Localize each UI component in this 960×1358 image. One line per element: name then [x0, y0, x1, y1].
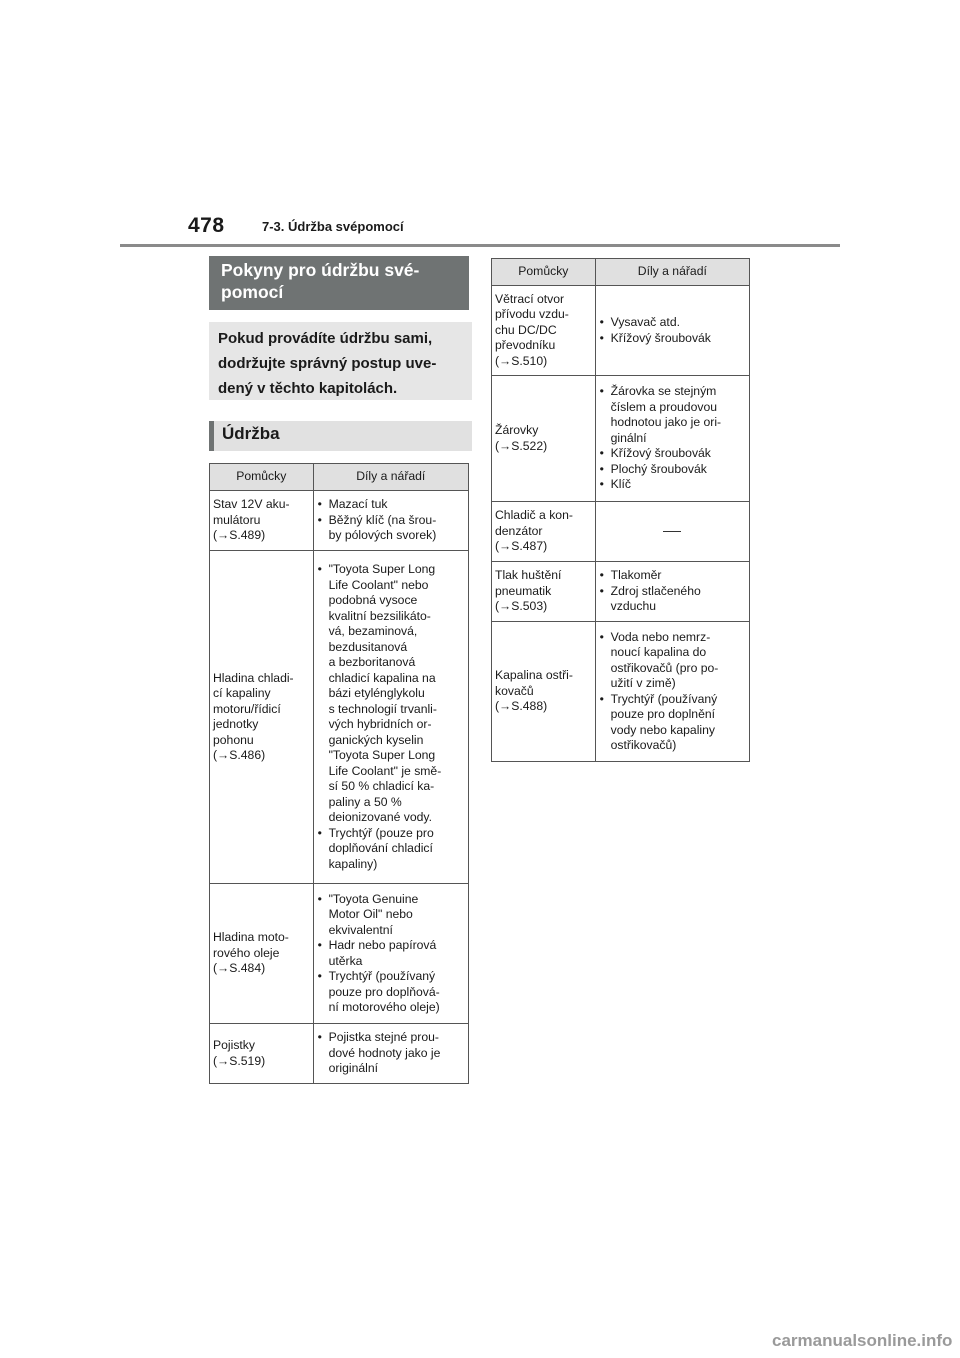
parts-line: by pólových svorek) — [328, 528, 437, 543]
parts-line: ganických kyselin — [328, 732, 424, 747]
item-line: Tlak huštění — [495, 568, 562, 583]
item-line: pohonu — [213, 732, 254, 747]
item-line: převodníku — [495, 338, 556, 353]
maintenance-table-left — [209, 463, 469, 1084]
parts-line: hodnotou jako je ori- — [610, 415, 722, 430]
parts-list-item — [317, 1030, 465, 1077]
column-header-tools: Pomůcky — [210, 464, 314, 491]
table-row — [210, 551, 469, 884]
parts-list-item — [599, 584, 746, 615]
parts-line: vých hybridních or- — [328, 717, 432, 731]
parts-line: "Toyota Super Long — [328, 748, 436, 762]
header-rule — [120, 244, 840, 247]
parts-list-item — [599, 446, 746, 462]
item-line: Žárovky — [495, 423, 539, 437]
parts-line: • Voda nebo nemrz- — [610, 629, 711, 644]
parts-line: Life Coolant" je smě- — [328, 763, 442, 778]
item-cell — [210, 884, 314, 1024]
item-line: kovačů — [495, 683, 534, 698]
section-title-box — [209, 256, 469, 310]
parts-line: doplňování chladicí — [328, 841, 433, 855]
table-row — [492, 286, 750, 376]
parts-line: vá, bezaminová, — [328, 624, 418, 638]
item-line: pneumatik — [495, 583, 552, 598]
item-line: (→S.503) — [495, 599, 548, 614]
parts-list-item — [317, 938, 465, 969]
parts-cell — [313, 884, 468, 1024]
parts-line: paliny a 50 % — [328, 794, 402, 809]
parts-line: • Žárovka se stejným — [610, 384, 717, 399]
parts-line: ekvivalentní — [328, 922, 393, 937]
intro-line-2: dodržujte správný postup uve- — [218, 355, 437, 372]
item-line: rového oleje — [213, 945, 280, 960]
parts-line: ostřikovačů (pro po- — [610, 660, 719, 675]
parts-list-item — [599, 331, 746, 347]
item-line: (→S.522) — [495, 438, 548, 453]
parts-list-item — [599, 315, 746, 331]
intro-line-3: dený v těchto kapitolách. — [218, 380, 398, 397]
running-head: 7-3. Údržba svépomocí — [262, 219, 404, 234]
parts-line: • "Toyota Super Long — [328, 562, 436, 576]
parts-line: Life Coolant" nebo — [328, 577, 429, 592]
item-cell — [210, 491, 314, 551]
parts-list — [317, 892, 465, 1016]
parts-line: deionizované vody. — [328, 810, 433, 824]
table-row — [210, 491, 469, 551]
parts-cell — [595, 376, 749, 502]
parts-list-item — [317, 969, 465, 1016]
parts-list — [317, 562, 465, 872]
parts-cell — [595, 286, 749, 376]
parts-line: s technologií trvanli- — [328, 701, 437, 716]
item-cell — [492, 562, 596, 622]
watermark: carmanualsonline.info — [772, 1331, 953, 1350]
table-row — [492, 502, 750, 562]
parts-line: sí 50 % chladicí ka- — [328, 779, 435, 793]
parts-line: pouze pro doplnění — [610, 707, 716, 721]
item-line: Hladina moto- — [213, 930, 289, 945]
subsection-heading: Údržba — [209, 421, 472, 451]
maintenance-table-right — [491, 258, 750, 762]
page-number: 478 — [188, 214, 225, 237]
parts-cell — [595, 622, 749, 762]
parts-line: • Klíč — [610, 477, 631, 492]
parts-list-item — [599, 630, 746, 692]
parts-list-item — [317, 826, 465, 873]
parts-line: noucí kapalina do — [610, 645, 707, 659]
table-row — [492, 562, 750, 622]
parts-line: Motor Oil" nebo — [328, 907, 413, 921]
parts-line: chladicí kapalina na — [328, 670, 436, 685]
parts-list-item — [599, 462, 746, 478]
title-line-1: Pokyny pro údržbu své- — [221, 260, 420, 280]
item-line: Větrací otvor — [495, 291, 565, 306]
parts-list — [317, 497, 465, 544]
parts-line: kapaliny) — [328, 856, 378, 871]
not-applicable-dash — [663, 531, 681, 532]
parts-line: • Mazací tuk — [328, 497, 388, 512]
table-row — [210, 884, 469, 1024]
parts-list-item — [317, 513, 465, 544]
parts-line: • Křížový šroubovák — [610, 446, 711, 461]
item-line: (→S.488) — [495, 699, 548, 714]
parts-line: podobná vysoce — [328, 593, 418, 607]
parts-list-item — [599, 692, 746, 754]
item-line: motoru/řídicí — [213, 701, 281, 716]
item-line: jednotky — [213, 717, 259, 731]
item-line: (→S.486) — [213, 748, 266, 762]
parts-line: kvalitní bezsilikáto- — [328, 608, 431, 623]
parts-line: utěrka — [328, 953, 363, 968]
parts-line: • "Toyota Genuine — [328, 891, 419, 906]
parts-list-item — [599, 384, 746, 446]
parts-list-item — [317, 497, 465, 513]
item-line: přívodu vzdu- — [495, 307, 569, 322]
parts-line: • Běžný klíč (na šrou- — [328, 512, 437, 527]
item-line: Kapalina ostři- — [495, 668, 573, 683]
parts-cell — [313, 491, 468, 551]
parts-line: • Trychtýř (používaný — [328, 969, 436, 983]
parts-line: užití v zimě) — [610, 676, 676, 690]
parts-line: ginální — [610, 430, 647, 445]
parts-line: • Tlakoměr — [610, 568, 662, 583]
parts-line: bezdusitanová — [328, 639, 408, 654]
parts-line: a bezboritanová — [328, 655, 416, 669]
title-line-2: pomocí — [221, 282, 284, 302]
table-row — [492, 376, 750, 502]
item-line: (→S.484) — [213, 961, 266, 976]
parts-line: číslem a proudovou — [610, 399, 718, 414]
parts-line: bázi etylénglykolu — [328, 686, 425, 700]
parts-list-item — [317, 892, 465, 939]
item-line: cí kapaliny — [213, 686, 271, 700]
parts-line: ní motorového oleje) — [328, 1000, 440, 1014]
table-row — [210, 1024, 469, 1084]
item-line: Stav 12V aku- — [213, 497, 290, 512]
parts-line: • Hadr nebo papírová — [328, 938, 437, 952]
item-line: (→S.519) — [213, 1053, 266, 1068]
item-cell — [492, 376, 596, 502]
parts-list-item — [599, 477, 746, 493]
intro-box — [209, 322, 472, 400]
item-line: mulátoru — [213, 512, 261, 527]
parts-line: • Trychtýř (pouze pro — [328, 825, 434, 840]
item-line: (→S.487) — [495, 539, 548, 554]
item-cell — [492, 502, 596, 562]
parts-line: dové hodnoty jako je — [328, 1045, 441, 1060]
table-row — [492, 622, 750, 762]
column-header-parts: Díly a nářadí — [313, 464, 468, 491]
item-line: Chladič a kon- — [495, 508, 573, 523]
table-header-row — [492, 259, 750, 286]
parts-line: • Plochý šroubovák — [610, 461, 707, 476]
parts-list — [317, 1030, 465, 1077]
parts-line: vody nebo kapaliny — [610, 722, 715, 737]
item-line: (→S.489) — [213, 528, 266, 543]
parts-list — [599, 384, 746, 493]
parts-line: • Pojistka stejné prou- — [328, 1030, 439, 1045]
parts-cell — [595, 562, 749, 622]
parts-list — [599, 630, 746, 754]
item-line: chu DC/DC — [495, 322, 557, 337]
item-line: denzátor — [495, 523, 543, 538]
parts-line: • Křížový šroubovák — [610, 330, 711, 345]
parts-line: • Trychtýř (používaný — [610, 691, 718, 706]
parts-line: originální — [328, 1061, 379, 1076]
item-cell — [210, 1024, 314, 1084]
table-header-row — [210, 464, 469, 491]
intro-line-1: Pokud provádíte údržbu sami, — [218, 330, 433, 347]
parts-cell — [313, 1024, 468, 1084]
item-cell — [492, 286, 596, 376]
item-cell — [492, 622, 596, 762]
item-cell — [210, 551, 314, 884]
parts-line: pouze pro doplňová- — [328, 984, 440, 999]
column-header-tools: Pomůcky — [492, 259, 596, 286]
column-header-parts: Díly a nářadí — [595, 259, 749, 286]
parts-list — [599, 568, 746, 615]
parts-cell — [313, 551, 468, 884]
parts-list-item — [599, 568, 746, 584]
parts-line: • Vysavač atd. — [610, 315, 680, 329]
item-line: Hladina chladi- — [213, 670, 294, 685]
parts-list-item — [317, 562, 465, 826]
parts-cell — [595, 502, 749, 562]
item-line: (→S.510) — [495, 353, 548, 368]
parts-line: vzduchu — [610, 599, 657, 614]
parts-list — [599, 315, 746, 346]
parts-line: ostřikovačů) — [610, 738, 677, 752]
item-line: Pojistky — [213, 1038, 255, 1052]
parts-line: • Zdroj stlačeného — [610, 583, 701, 598]
